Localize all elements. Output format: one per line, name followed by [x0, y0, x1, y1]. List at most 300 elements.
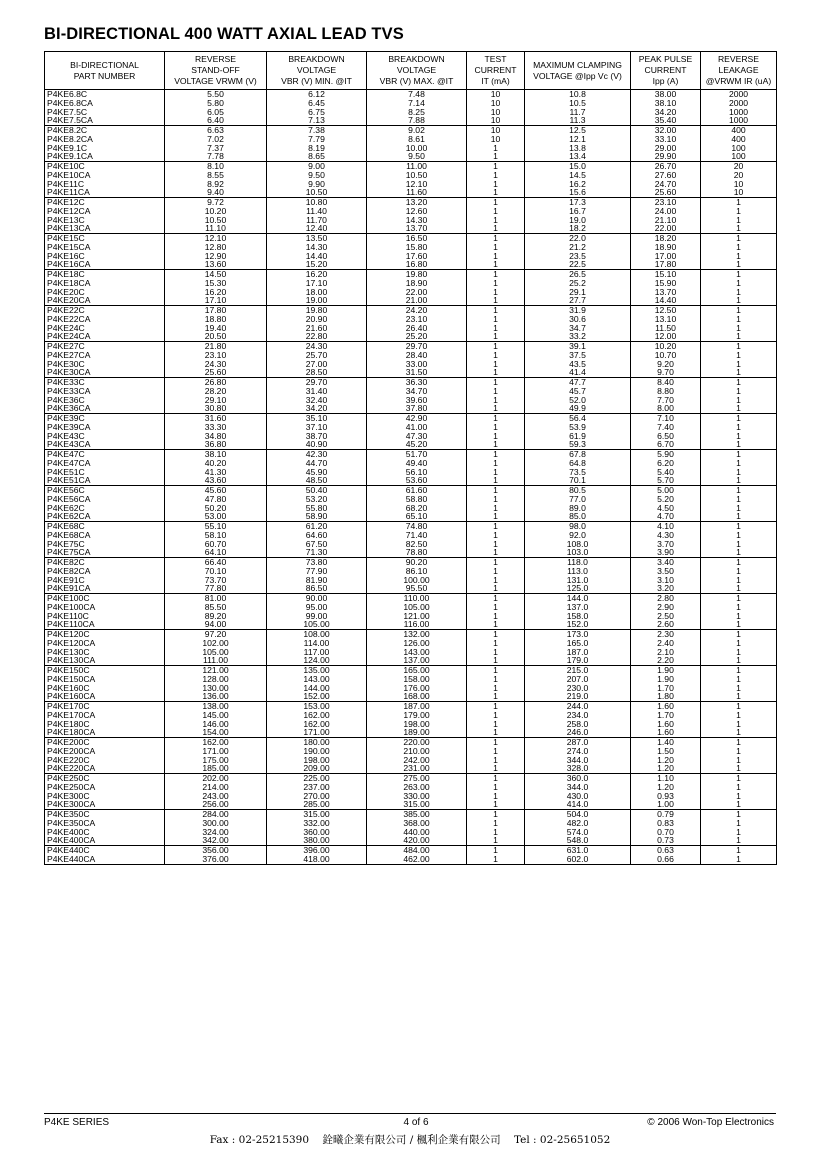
- value-cell: 0.93: [631, 792, 701, 801]
- value-cell: 12.40: [267, 224, 367, 233]
- value-cell: 0.79: [631, 810, 701, 819]
- part-number-cell: P4KE20C: [45, 288, 165, 297]
- value-cell: 1: [467, 162, 525, 171]
- value-cell: 146.00: [165, 720, 267, 729]
- value-cell: 231.00: [367, 764, 467, 773]
- value-cell: 45.20: [367, 440, 467, 449]
- value-cell: 1: [467, 224, 525, 233]
- part-number-cell: P4KE7.5C: [45, 108, 165, 117]
- value-cell: 16.20: [165, 288, 267, 297]
- table-row: [45, 368, 777, 377]
- value-cell: 176.00: [367, 684, 467, 693]
- value-cell: 17.80: [165, 306, 267, 315]
- value-cell: 230.0: [525, 684, 631, 693]
- value-cell: 38.70: [267, 432, 367, 441]
- part-number-cell: P4KE15CA: [45, 243, 165, 252]
- value-cell: 1: [467, 630, 525, 639]
- value-cell: 18.2: [525, 224, 631, 233]
- value-cell: 154.00: [165, 728, 267, 737]
- value-cell: 95.50: [367, 584, 467, 593]
- part-number-cell: P4KE33CA: [45, 387, 165, 396]
- column-header-text: VBR (V) MAX. @IT: [379, 76, 454, 86]
- value-cell: 1: [701, 810, 777, 819]
- value-cell: 43.60: [165, 476, 267, 485]
- value-cell: 21.80: [165, 342, 267, 351]
- value-cell: 1.20: [631, 764, 701, 773]
- value-cell: 11.10: [165, 224, 267, 233]
- part-number-cell: P4KE8.2CA: [45, 135, 165, 144]
- value-cell: 1: [467, 512, 525, 521]
- value-cell: 1: [701, 332, 777, 341]
- value-cell: 29.00: [631, 144, 701, 153]
- value-cell: 70.1: [525, 476, 631, 485]
- value-cell: 342.00: [165, 836, 267, 845]
- value-cell: 15.30: [165, 279, 267, 288]
- table-row: [45, 360, 777, 369]
- value-cell: 168.00: [367, 692, 467, 701]
- value-cell: 1: [701, 656, 777, 665]
- table-row: [45, 324, 777, 333]
- value-cell: 8.92: [165, 180, 267, 189]
- value-cell: 1: [467, 243, 525, 252]
- value-cell: 1: [467, 540, 525, 549]
- part-number-cell: P4KE110CA: [45, 620, 165, 629]
- value-cell: 1: [701, 224, 777, 233]
- value-cell: 1: [701, 459, 777, 468]
- value-cell: 152.00: [267, 692, 367, 701]
- part-number-cell: P4KE440CA: [45, 855, 165, 864]
- value-cell: 6.05: [165, 108, 267, 117]
- value-cell: 34.20: [631, 108, 701, 117]
- value-cell: 7.79: [267, 135, 367, 144]
- part-number-cell: P4KE150C: [45, 666, 165, 675]
- value-cell: 12.00: [631, 332, 701, 341]
- part-number-cell: P4KE91C: [45, 576, 165, 585]
- part-number-cell: P4KE180CA: [45, 728, 165, 737]
- table-row: [45, 630, 777, 639]
- value-cell: 1: [467, 423, 525, 432]
- part-number-cell: P4KE30CA: [45, 368, 165, 377]
- value-cell: 20: [701, 171, 777, 180]
- value-cell: 128.00: [165, 675, 267, 684]
- column-header-text: Ipp (A): [652, 76, 679, 86]
- part-number-cell: P4KE100CA: [45, 603, 165, 612]
- value-cell: 209.00: [267, 764, 367, 773]
- value-cell: 1: [467, 476, 525, 485]
- value-cell: 47.80: [165, 495, 267, 504]
- value-cell: 0.83: [631, 819, 701, 828]
- table-row: [45, 711, 777, 720]
- value-cell: 60.70: [165, 540, 267, 549]
- value-cell: 34.7: [525, 324, 631, 333]
- part-number-cell: P4KE82C: [45, 558, 165, 567]
- value-cell: 34.70: [367, 387, 467, 396]
- value-cell: 1: [467, 774, 525, 783]
- value-cell: 1: [467, 720, 525, 729]
- value-cell: 24.70: [631, 180, 701, 189]
- part-number-cell: P4KE11CA: [45, 188, 165, 197]
- value-cell: 234.0: [525, 711, 631, 720]
- value-cell: 1: [467, 675, 525, 684]
- value-cell: 1: [467, 306, 525, 315]
- value-cell: 2.50: [631, 612, 701, 621]
- value-cell: 1: [467, 800, 525, 809]
- value-cell: 65.10: [367, 512, 467, 521]
- part-number-cell: P4KE180C: [45, 720, 165, 729]
- value-cell: 9.72: [165, 198, 267, 207]
- value-cell: 10.50: [165, 216, 267, 225]
- value-cell: 1: [701, 756, 777, 765]
- value-cell: 1: [701, 440, 777, 449]
- value-cell: 1: [701, 702, 777, 711]
- value-cell: 7.78: [165, 152, 267, 161]
- value-cell: 86.10: [367, 567, 467, 576]
- value-cell: 1: [701, 495, 777, 504]
- value-cell: 356.00: [165, 846, 267, 855]
- value-cell: 20: [701, 162, 777, 171]
- value-cell: 1: [467, 836, 525, 845]
- value-cell: 1: [467, 810, 525, 819]
- value-cell: 113.0: [525, 567, 631, 576]
- column-header-text: VOLTAGE @Ipp Vc (V): [533, 70, 622, 81]
- value-cell: 324.00: [165, 828, 267, 837]
- value-cell: 43.5: [525, 360, 631, 369]
- value-cell: 179.00: [367, 711, 467, 720]
- value-cell: 1: [701, 774, 777, 783]
- value-cell: 23.10: [631, 198, 701, 207]
- value-cell: 190.00: [267, 747, 367, 756]
- value-cell: 90.20: [367, 558, 467, 567]
- value-cell: 1: [467, 603, 525, 612]
- value-cell: 124.00: [267, 656, 367, 665]
- table-row: [45, 171, 777, 180]
- value-cell: 17.80: [631, 260, 701, 269]
- value-cell: 9.50: [367, 152, 467, 161]
- value-cell: 1: [701, 747, 777, 756]
- part-number-cell: P4KE9.1CA: [45, 152, 165, 161]
- value-cell: 13.10: [631, 315, 701, 324]
- table-row: [45, 234, 777, 243]
- spec-table: [44, 51, 777, 865]
- value-cell: 131.0: [525, 576, 631, 585]
- table-row: [45, 207, 777, 216]
- value-cell: 121.00: [165, 666, 267, 675]
- value-cell: 25.2: [525, 279, 631, 288]
- value-cell: 0.70: [631, 828, 701, 837]
- value-cell: 12.10: [367, 180, 467, 189]
- value-cell: 1: [467, 468, 525, 477]
- value-cell: 7.70: [631, 396, 701, 405]
- value-cell: 10: [467, 99, 525, 108]
- value-cell: 9.20: [631, 360, 701, 369]
- part-number-cell: P4KE30C: [45, 360, 165, 369]
- part-number-cell: P4KE200C: [45, 738, 165, 747]
- value-cell: 24.00: [631, 207, 701, 216]
- part-number-cell: P4KE27C: [45, 342, 165, 351]
- value-cell: 1.90: [631, 675, 701, 684]
- value-cell: 21.00: [367, 296, 467, 305]
- value-cell: 1.20: [631, 783, 701, 792]
- value-cell: 1: [701, 720, 777, 729]
- value-cell: 81.00: [165, 594, 267, 603]
- table-row: [45, 576, 777, 585]
- value-cell: 376.00: [165, 855, 267, 864]
- value-cell: 180.00: [267, 738, 367, 747]
- table-row: [45, 558, 777, 567]
- value-cell: 165.00: [367, 666, 467, 675]
- value-cell: 202.00: [165, 774, 267, 783]
- value-cell: 6.63: [165, 126, 267, 135]
- value-cell: 7.40: [631, 423, 701, 432]
- value-cell: 1: [701, 360, 777, 369]
- value-cell: 1: [467, 639, 525, 648]
- value-cell: 1: [467, 450, 525, 459]
- part-number-cell: P4KE12C: [45, 198, 165, 207]
- contact-line: Fax : 02-25215390 銓曦企業有限公司 / 楓利企業有限公司 Tel : 02-25651052: [209, 1134, 611, 1146]
- value-cell: 118.0: [525, 558, 631, 567]
- value-cell: 1: [467, 548, 525, 557]
- part-number-cell: P4KE160C: [45, 684, 165, 693]
- value-cell: 3.90: [631, 548, 701, 557]
- value-cell: 58.80: [367, 495, 467, 504]
- part-number-cell: P4KE33C: [45, 378, 165, 387]
- value-cell: 47.7: [525, 378, 631, 387]
- value-cell: 1: [701, 728, 777, 737]
- value-cell: 5.70: [631, 476, 701, 485]
- value-cell: 143.00: [367, 648, 467, 657]
- value-cell: 42.90: [367, 414, 467, 423]
- value-cell: 210.00: [367, 747, 467, 756]
- part-number-cell: P4KE170CA: [45, 711, 165, 720]
- value-cell: 15.0: [525, 162, 631, 171]
- value-cell: 19.40: [165, 324, 267, 333]
- value-cell: 9.00: [267, 162, 367, 171]
- value-cell: 1: [467, 756, 525, 765]
- value-cell: 1: [467, 234, 525, 243]
- value-cell: 15.90: [631, 279, 701, 288]
- value-cell: 22.00: [631, 224, 701, 233]
- value-cell: 15.6: [525, 188, 631, 197]
- value-cell: 175.00: [165, 756, 267, 765]
- value-cell: 1: [701, 504, 777, 513]
- value-cell: 30.80: [165, 404, 267, 413]
- value-cell: 100: [701, 144, 777, 153]
- table-row: [45, 423, 777, 432]
- table-row: [45, 342, 777, 351]
- value-cell: 1.70: [631, 711, 701, 720]
- value-cell: 482.0: [525, 819, 631, 828]
- column-header-4: [467, 52, 525, 90]
- value-cell: 14.30: [267, 243, 367, 252]
- value-cell: 1: [467, 702, 525, 711]
- value-cell: 58.10: [165, 531, 267, 540]
- part-number-cell: P4KE51C: [45, 468, 165, 477]
- value-cell: 27.00: [267, 360, 367, 369]
- part-number-cell: P4KE300C: [45, 792, 165, 801]
- table-row: [45, 828, 777, 837]
- part-number-cell: P4KE250C: [45, 774, 165, 783]
- value-cell: 100: [701, 152, 777, 161]
- value-cell: 31.9: [525, 306, 631, 315]
- value-cell: 414.0: [525, 800, 631, 809]
- value-cell: 1: [701, 243, 777, 252]
- value-cell: 1: [701, 423, 777, 432]
- value-cell: 41.00: [367, 423, 467, 432]
- value-cell: 29.1: [525, 288, 631, 297]
- table-row: [45, 738, 777, 747]
- table-row: [45, 315, 777, 324]
- part-number-cell: P4KE10CA: [45, 171, 165, 180]
- value-cell: 17.10: [165, 296, 267, 305]
- value-cell: 10.70: [631, 351, 701, 360]
- value-cell: 300.00: [165, 819, 267, 828]
- column-header-text: BREAKDOWN: [288, 54, 345, 64]
- value-cell: 111.00: [165, 656, 267, 665]
- value-cell: 13.20: [367, 198, 467, 207]
- value-cell: 22.00: [367, 288, 467, 297]
- column-header-text: MAXIMUM CLAMPING: [533, 59, 622, 70]
- value-cell: 220.00: [367, 738, 467, 747]
- part-number-cell: P4KE130CA: [45, 656, 165, 665]
- value-cell: 158.0: [525, 612, 631, 621]
- table-row: [45, 639, 777, 648]
- value-cell: 187.00: [367, 702, 467, 711]
- column-header-text: BI-DIRECTIONAL: [70, 59, 139, 70]
- value-cell: 2.30: [631, 630, 701, 639]
- table-row: [45, 522, 777, 531]
- value-cell: 2.80: [631, 594, 701, 603]
- value-cell: 219.0: [525, 692, 631, 701]
- table-row: [45, 603, 777, 612]
- table-row: [45, 216, 777, 225]
- part-number-cell: P4KE43C: [45, 432, 165, 441]
- table-row: [45, 387, 777, 396]
- value-cell: 11.60: [367, 188, 467, 197]
- part-number-cell: P4KE7.5CA: [45, 116, 165, 125]
- table-row: [45, 198, 777, 207]
- part-number-cell: P4KE18CA: [45, 279, 165, 288]
- value-cell: 22.0: [525, 234, 631, 243]
- value-cell: 12.10: [165, 234, 267, 243]
- column-header-5: [525, 52, 631, 90]
- value-cell: 18.80: [165, 315, 267, 324]
- column-header-6: [631, 52, 701, 90]
- part-number-cell: P4KE440C: [45, 846, 165, 855]
- value-cell: 462.00: [367, 855, 467, 864]
- value-cell: 1: [701, 234, 777, 243]
- value-cell: 1: [701, 315, 777, 324]
- value-cell: 263.00: [367, 783, 467, 792]
- value-cell: 40.20: [165, 459, 267, 468]
- value-cell: 1: [701, 368, 777, 377]
- part-number-cell: P4KE6.8CA: [45, 99, 165, 108]
- column-header-0: [45, 52, 165, 90]
- value-cell: 207.0: [525, 675, 631, 684]
- value-cell: 3.40: [631, 558, 701, 567]
- value-cell: 179.0: [525, 656, 631, 665]
- value-cell: 144.00: [267, 684, 367, 693]
- value-cell: 31.50: [367, 368, 467, 377]
- value-cell: 1: [467, 792, 525, 801]
- value-cell: 22.80: [267, 332, 367, 341]
- table-row: [45, 332, 777, 341]
- value-cell: 64.60: [267, 531, 367, 540]
- value-cell: 8.19: [267, 144, 367, 153]
- value-cell: 420.00: [367, 836, 467, 845]
- value-cell: 116.00: [367, 620, 467, 629]
- value-cell: 5.00: [631, 486, 701, 495]
- value-cell: 1: [701, 639, 777, 648]
- table-row: [45, 180, 777, 189]
- value-cell: 105.00: [367, 603, 467, 612]
- value-cell: 1: [701, 584, 777, 593]
- column-header-text: VOLTAGE: [296, 65, 337, 75]
- value-cell: 1.60: [631, 728, 701, 737]
- column-header-text: BREAKDOWN: [388, 54, 445, 64]
- value-cell: 29.90: [631, 152, 701, 161]
- part-number-cell: P4KE250CA: [45, 783, 165, 792]
- value-cell: 246.0: [525, 728, 631, 737]
- value-cell: 13.4: [525, 152, 631, 161]
- table-row: [45, 810, 777, 819]
- footer-series: P4KE SERIES: [44, 1117, 110, 1128]
- value-cell: 48.50: [267, 476, 367, 485]
- value-cell: 1: [467, 144, 525, 153]
- value-cell: 27.60: [631, 171, 701, 180]
- value-cell: 9.50: [267, 171, 367, 180]
- table-row: [45, 260, 777, 269]
- value-cell: 143.00: [267, 675, 367, 684]
- value-cell: 15.10: [631, 270, 701, 279]
- value-cell: 244.0: [525, 702, 631, 711]
- part-number-cell: P4KE27CA: [45, 351, 165, 360]
- value-cell: 1: [467, 440, 525, 449]
- value-cell: 3.10: [631, 576, 701, 585]
- value-cell: 30.6: [525, 315, 631, 324]
- value-cell: 8.40: [631, 378, 701, 387]
- value-cell: 14.50: [165, 270, 267, 279]
- value-cell: 10.50: [267, 188, 367, 197]
- value-cell: 3.50: [631, 567, 701, 576]
- value-cell: 36.80: [165, 440, 267, 449]
- table-row: [45, 188, 777, 197]
- value-cell: 1: [467, 531, 525, 540]
- table-row: [45, 476, 777, 485]
- value-cell: 171.00: [165, 747, 267, 756]
- value-cell: 16.80: [367, 260, 467, 269]
- part-number-cell: P4KE120CA: [45, 639, 165, 648]
- value-cell: 138.00: [165, 702, 267, 711]
- part-number-cell: P4KE62CA: [45, 512, 165, 521]
- column-header-text: IT (mA): [481, 76, 510, 86]
- value-cell: 77.0: [525, 495, 631, 504]
- value-cell: 1: [701, 558, 777, 567]
- value-cell: 4.50: [631, 504, 701, 513]
- value-cell: 15.80: [367, 243, 467, 252]
- value-cell: 21.10: [631, 216, 701, 225]
- part-number-cell: P4KE300CA: [45, 800, 165, 809]
- value-cell: 10.20: [165, 207, 267, 216]
- value-cell: 52.0: [525, 396, 631, 405]
- value-cell: 26.80: [165, 378, 267, 387]
- value-cell: 86.50: [267, 584, 367, 593]
- table-row: [45, 620, 777, 629]
- value-cell: 1: [701, 279, 777, 288]
- table-row: [45, 459, 777, 468]
- value-cell: 105.00: [165, 648, 267, 657]
- value-cell: 58.90: [267, 512, 367, 521]
- part-number-cell: P4KE62C: [45, 504, 165, 513]
